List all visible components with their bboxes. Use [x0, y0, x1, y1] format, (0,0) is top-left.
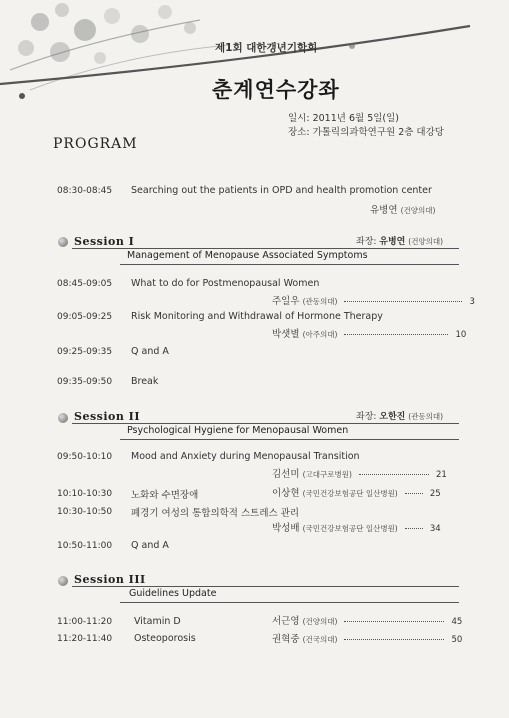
session-2-label: Session II: [74, 410, 140, 423]
leader-dots: [344, 621, 444, 622]
leader-dots: [359, 474, 429, 475]
session-1-label: Session I: [74, 235, 135, 248]
item-time: 09:50-10:10: [57, 452, 113, 462]
program-heading: PROGRAM: [53, 136, 138, 152]
item-time: 09:05-09:25: [57, 312, 113, 322]
item-title: Risk Monitoring and Withdrawal of Hormone Therapy: [131, 311, 383, 322]
item-title: 폐경기 여성의 통합의학적 스트레스 관리: [131, 508, 300, 519]
opening-speaker: 유병연 (건양의대): [370, 205, 436, 216]
item-time: 10:50-11:00: [57, 541, 113, 551]
item-time: 09:35-09:50: [57, 377, 113, 387]
session-1-chair: 좌장: 유병연 (건양의대): [356, 237, 444, 247]
session-2-chair: 좌장: 오한진 (관동의대): [356, 412, 444, 422]
item-speaker-line: 박성배 (국민건강보험공단 일산병원) 34: [272, 523, 441, 534]
divider: [120, 439, 459, 440]
item-speaker-line: 김선미 (고대구로병원) 21: [272, 469, 447, 480]
session-bullet-icon: [58, 237, 68, 247]
leader-dots: [405, 493, 423, 494]
divider: [120, 602, 459, 603]
flower-decoration: [0, 0, 509, 130]
item-time: 10:30-10:50: [57, 507, 113, 517]
item-title: Vitamin D: [134, 616, 181, 627]
opening-time: 08:30-08:45: [57, 186, 113, 196]
item-title: Osteoporosis: [134, 633, 196, 644]
divider: [72, 586, 459, 587]
item-title: Q and A: [131, 540, 169, 551]
divider: [120, 264, 459, 265]
item-speaker-line: 주일우 (관동의대) 3: [272, 296, 475, 307]
item-title: Q and A: [131, 346, 169, 357]
opening-title: Searching out the patients in OPD and health promotion center: [131, 185, 432, 196]
session-bullet-icon: [58, 413, 68, 423]
item-time: 11:20-11:40: [57, 634, 113, 644]
item-title: Mood and Anxiety during Menopausal Transition: [131, 451, 360, 462]
session-3-label: Session III: [74, 573, 146, 586]
item-title: 노화와 수면장애: [131, 490, 199, 501]
item-speaker-line: 이상현 (국민건강보험공단 일산병원) 25: [272, 488, 441, 499]
item-speaker-line: 권혁중 (건국의대) 50: [272, 634, 463, 645]
leader-dots: [344, 334, 448, 335]
date-line: 일시: 2011년 6월 5일(일): [288, 113, 399, 124]
item-time: 09:25-09:35: [57, 347, 113, 357]
leader-dots: [344, 301, 462, 302]
session-bullet-icon: [58, 576, 68, 586]
conference-name: 제1회 대한갱년기학회: [215, 42, 318, 54]
session-2-subtitle: Psychological Hygiene for Menopausal Women: [127, 425, 349, 436]
item-speaker-line: 서근영 (건양의대) 45: [272, 616, 463, 627]
item-speaker-line: 박샛별 (아주의대) 10: [272, 329, 467, 340]
item-time: 10:10-10:30: [57, 489, 113, 499]
item-title: Break: [131, 376, 159, 387]
session-1-subtitle: Management of Menopause Associated Symptoms: [127, 250, 368, 261]
page-title: 춘계연수강좌: [212, 78, 340, 102]
leader-dots: [405, 528, 423, 529]
item-title: What to do for Postmenopausal Women: [131, 278, 320, 289]
item-time: 11:00-11:20: [57, 617, 113, 627]
leader-dots: [344, 639, 444, 640]
divider: [72, 248, 459, 249]
venue-line: 장소: 가톨릭의과학연구원 2층 대강당: [288, 127, 444, 138]
session-3-subtitle: Guidelines Update: [129, 588, 217, 599]
divider: [72, 423, 459, 424]
item-time: 08:45-09:05: [57, 279, 113, 289]
